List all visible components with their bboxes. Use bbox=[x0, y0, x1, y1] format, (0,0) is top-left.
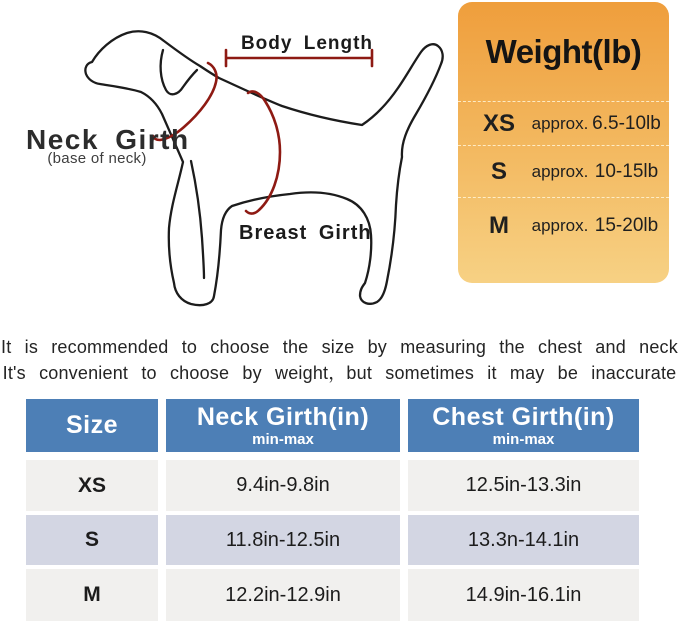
body-length-label: Body Length bbox=[240, 33, 374, 54]
table-row-m bbox=[26, 569, 639, 621]
weight-value-m: 15-20lb bbox=[594, 214, 659, 236]
cell-chest-xs: 12.5in-13.3in bbox=[408, 460, 639, 511]
table-row-xs bbox=[26, 460, 639, 511]
cell-chest-m: 14.9in-16.1in bbox=[408, 569, 639, 621]
neck-girth-label: Neck Girth bbox=[26, 124, 190, 155]
cell-size-xs: XS bbox=[26, 460, 158, 511]
weight-row-m bbox=[458, 197, 669, 253]
size-table bbox=[26, 399, 639, 621]
header-cell-neck-girth: Neck Girth(in) min-max bbox=[166, 399, 400, 452]
weight-value-xs: 6.5-10lb bbox=[592, 112, 661, 134]
weight-panel-title: Weight(lb) bbox=[485, 32, 642, 70]
cell-neck-xs: 9.4in-9.8in bbox=[166, 460, 400, 511]
header-cell-size: Size bbox=[26, 399, 158, 452]
size-table-body bbox=[26, 460, 639, 621]
weight-value-s: 10-15lb bbox=[594, 160, 659, 182]
cell-neck-s: 11.8in-12.5in bbox=[166, 515, 400, 565]
neck-girth-sublabel: (base of neck) bbox=[47, 150, 147, 167]
weight-panel bbox=[458, 2, 669, 283]
dog-ear-line bbox=[161, 50, 197, 94]
breast-girth-label: Breast Girth bbox=[239, 222, 372, 244]
weight-row-s bbox=[458, 145, 669, 197]
weight-row-xs bbox=[458, 101, 669, 145]
table-row-s bbox=[26, 515, 639, 565]
dog-body-outline bbox=[85, 31, 442, 305]
note-line-2: It's convenient to choose by weight，but sometimes it may be inaccurate bbox=[2, 363, 677, 383]
size-table-header bbox=[26, 399, 639, 452]
cell-size-s: S bbox=[26, 515, 158, 565]
dog-far-leg-line bbox=[191, 161, 204, 278]
weight-approx-s: approx. bbox=[531, 161, 589, 181]
weight-approx-m: approx. bbox=[531, 215, 589, 235]
cell-size-m: M bbox=[26, 569, 158, 621]
weight-size-s: S bbox=[490, 157, 507, 185]
cell-neck-m: 12.2in-12.9in bbox=[166, 569, 400, 621]
weight-size-m: M bbox=[489, 211, 509, 239]
weight-size-xs: XS bbox=[482, 109, 515, 137]
weight-approx-xs: approx. bbox=[531, 113, 589, 133]
sizing-note bbox=[0, 334, 679, 386]
cell-chest-s: 13.3n-14.1in bbox=[408, 515, 639, 565]
header-cell-chest-girth: Chest Girth(in) min-max bbox=[408, 399, 639, 452]
note-line-1: It is recommended to choose the size by measuring the chest and neck bbox=[1, 337, 678, 357]
